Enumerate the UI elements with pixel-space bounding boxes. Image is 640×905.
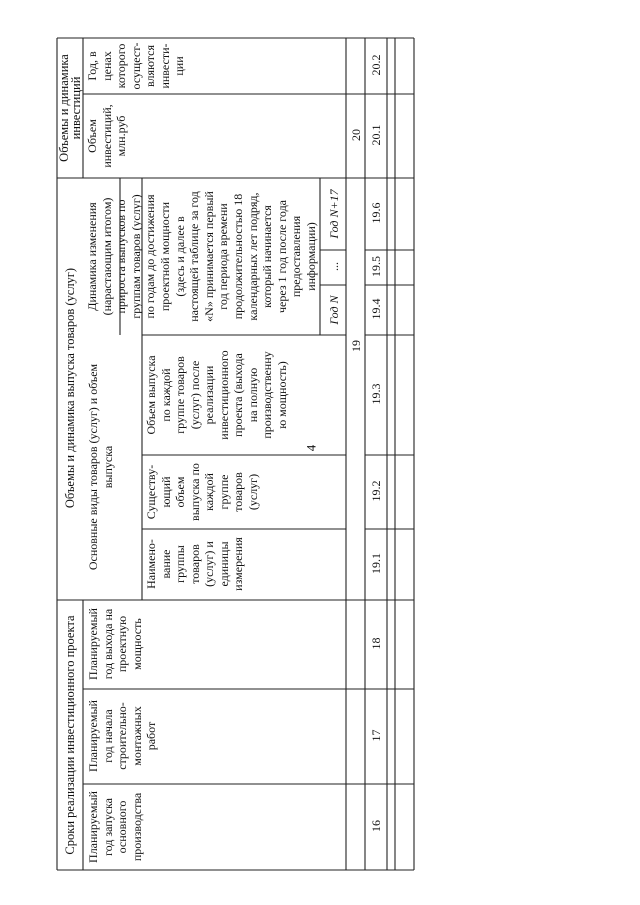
colnum-19-6: 19.6 [369, 202, 384, 224]
dynamics-l3: прироста выпусков по [114, 199, 129, 314]
colnum-19-5: 19.5 [369, 256, 384, 277]
group-name-l1: Наимено- [144, 539, 158, 589]
start-construction-l1: Планируемый [86, 700, 100, 772]
group-name-l3: группы [173, 545, 187, 583]
existing-volume-l6: группе [216, 474, 231, 510]
col-group-name [144, 530, 344, 598]
start-production-l3: основного [115, 800, 129, 854]
group-number-19: 19 [348, 340, 363, 352]
target-volume-l7: проекта (выхода [231, 353, 245, 437]
dynamics-l14: через 1 год после года [274, 199, 289, 314]
year-ellipsis: ... [326, 262, 341, 271]
target-volume-l3: группе товаров [173, 356, 187, 434]
start-construction-l4: монтажных [129, 706, 144, 766]
col-target-volume [144, 337, 344, 453]
dynamics-l7: (здесь и далее в [172, 216, 187, 297]
colnum-19-4: 19.4 [369, 298, 384, 320]
existing-volume-l5: каждой [202, 473, 216, 511]
col-start-construction [86, 690, 346, 782]
group-name-l6: единицы [216, 541, 231, 587]
main-products-l1: Основные виды товаров (услуг) и объем [86, 363, 100, 571]
design-capacity-l4: мощность [129, 618, 144, 670]
target-volume-l10: ю мощность) [274, 361, 289, 429]
existing-volume-l4: выпуска по [187, 463, 202, 521]
dynamics-l2: (нарастающим итогом) [99, 197, 114, 316]
year-first: Год N [326, 295, 341, 325]
inv-year-l2: ценах [99, 51, 114, 81]
dynamics-l6: проектной мощности [157, 201, 172, 312]
dynamics-l13: который начинается [260, 205, 275, 308]
existing-volume-l1: Существу- [144, 464, 158, 520]
dynamics-l4: группам товаров (услуг) [128, 194, 143, 319]
header-investments-text: Объемы и динамика инвестиций [56, 54, 83, 162]
group-number-20: 20 [348, 129, 363, 141]
start-construction-l2: год начала [100, 709, 115, 763]
colnum-20-1: 20.1 [369, 124, 384, 146]
start-construction-l3: строительно- [115, 702, 129, 770]
dynamics-l5: по годам до достижения [143, 194, 158, 319]
header-investments [58, 38, 82, 178]
inv-volume-l2: инвестиций, [99, 104, 114, 168]
inv-volume-l1: Объем [85, 119, 99, 153]
design-capacity-l2: год выхода на [100, 608, 115, 680]
colnum-20-2: 20.2 [369, 54, 384, 76]
design-capacity-l3: проектную [115, 615, 129, 673]
target-volume-l5: реализации [202, 365, 216, 425]
main-products-l2: выпуска [100, 445, 115, 489]
col-design-capacity [86, 601, 346, 687]
inv-year-l5: вляются [143, 44, 157, 88]
inv-year-l4: осущест- [128, 42, 143, 90]
year-last: Год N+17 [326, 189, 341, 239]
colnum-17: 17 [369, 729, 384, 742]
start-production-l4: производства [129, 792, 144, 862]
start-production-l2: год запуска [100, 798, 115, 857]
page-number: 4 [303, 444, 319, 452]
target-volume-l9: производственну [260, 351, 274, 439]
col-existing-volume [144, 457, 344, 527]
colnum-19-1: 19.1 [369, 553, 384, 574]
dynamics-l10: год периода времени [216, 203, 231, 310]
header-terms: Сроки реализации инвестиционного проекта [62, 615, 77, 855]
dynamics-l8: настоящей таблице за год [187, 191, 202, 322]
target-volume-l6: инвестиционного [216, 350, 231, 440]
target-volume-l2: по каждой [158, 368, 173, 422]
start-production-l1: Планируемый [86, 791, 100, 863]
existing-volume-l8: (услуг) [245, 473, 260, 511]
inv-year-l3: которого [114, 43, 128, 89]
col-main-products [86, 336, 140, 598]
header-products: Объемы и динамика выпуска товаров (услуг) [62, 267, 77, 509]
start-construction-l5: работ [144, 721, 158, 751]
design-capacity-l1: Планируемый [86, 608, 100, 680]
dynamics-l1: Динамика изменения [85, 202, 99, 311]
group-name-l4: товаров [187, 544, 202, 584]
inv-volume-l3: млн.руб [114, 115, 128, 157]
group-name-l5: (услуг) и [202, 541, 216, 587]
col-start-production [86, 786, 346, 868]
group-name-l7: измерения [231, 537, 245, 591]
colnum-18: 18 [369, 637, 384, 650]
dynamics-l15: предоставления [289, 215, 304, 298]
colnum-19-2: 19.2 [369, 480, 384, 502]
target-volume-l1: Объем выпуска [144, 355, 158, 435]
existing-volume-l7: товаров [231, 472, 245, 512]
target-volume-l8: на полную [245, 367, 260, 423]
inv-year-l7: ции [172, 56, 186, 76]
dynamics-l12: календарных лет подряд, [245, 192, 260, 321]
existing-volume-l2: ющий [158, 476, 173, 508]
col-inv-year [85, 40, 195, 92]
target-volume-l4: (услуг) после [187, 360, 202, 430]
dynamics-l16: информации) [303, 222, 318, 291]
inv-year-l6: инвести- [157, 43, 172, 89]
existing-volume-l3: объем [173, 476, 187, 508]
inv-year-l1: Год, в [85, 51, 99, 81]
dynamics-l9: «N» принимается первый [201, 191, 216, 322]
col-dynamics [85, 180, 321, 333]
group-name-l2: вание [158, 549, 173, 579]
colnum-19-3: 19.3 [369, 383, 384, 405]
col-inv-volume [85, 96, 145, 176]
dynamics-l11: продолжительностью 18 [230, 193, 245, 320]
colnum-16: 16 [369, 820, 384, 832]
